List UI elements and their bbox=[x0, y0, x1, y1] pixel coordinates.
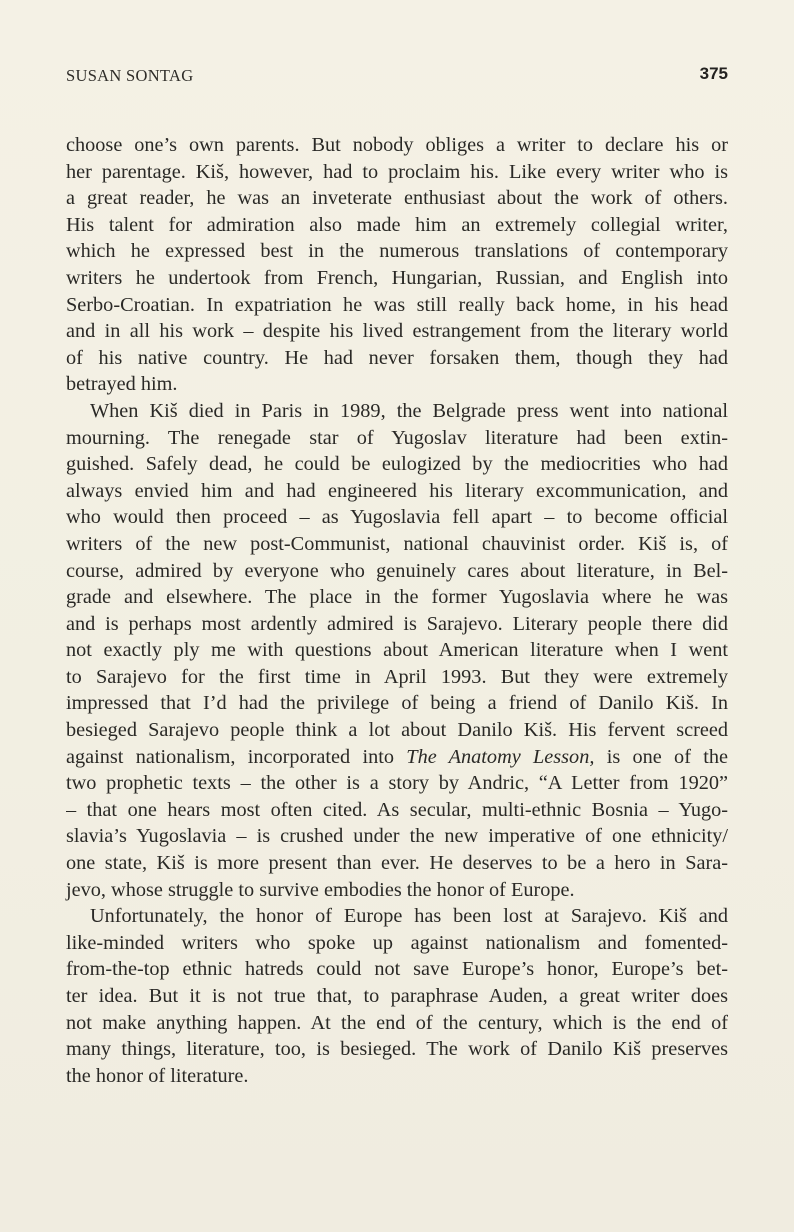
text-line: her parentage. Kiš, however, had to proclaim his. Like every writer who is bbox=[66, 160, 728, 183]
running-head bbox=[66, 64, 728, 86]
text-line: ter idea. But it is not true that, to paraphrase Auden, a great writer does bbox=[66, 985, 728, 1007]
text-line: one state, Kiš is more present than ever. He deserves to be a hero in Sara- bbox=[66, 852, 728, 875]
text-line: course, admired by everyone who genuinely cares about literature, in Bel- bbox=[66, 559, 728, 582]
text-line: impressed that I’d had the privilege of being a friend of Danilo Kiš. In bbox=[66, 692, 728, 715]
text-line: choose one’s own parents. But nobody obliges a writer to declare his or bbox=[66, 134, 728, 156]
text-line: When Kiš died in Paris in 1989, the Belgrade press went into national bbox=[90, 399, 728, 422]
text-line: a great reader, he was an inveterate enthusiast about the work of others. bbox=[66, 187, 728, 210]
text-line: mourning. The renegade star of Yugoslav literature had been extin- bbox=[66, 426, 728, 449]
text-line: the honor of literature. bbox=[66, 1064, 249, 1087]
text-line: many things, literature, too, is besieged. The work of Danilo Kiš preserves bbox=[66, 1038, 728, 1061]
text-line: – that one hears most often cited. As secular, multi-ethnic Bosnia – Yugo- bbox=[66, 798, 728, 821]
body-text bbox=[66, 132, 728, 1089]
text-line: His talent for admiration also made him an extremely collegial writer, bbox=[66, 213, 728, 236]
text-line: and is perhaps most ardently admired is Sarajevo. Literary people there did bbox=[66, 612, 728, 635]
text-line: which he expressed best in the numerous translations of contemporary bbox=[66, 240, 728, 263]
text-line: like-minded writers who spoke up against nationalism and fomented- bbox=[66, 931, 728, 954]
text-line: slavia’s Yugoslavia – is crushed under the new imperative of one ethnicity/ bbox=[66, 825, 728, 848]
running-head-author: SUSAN SONTAG bbox=[66, 66, 194, 85]
text-line: who would then proceed – as Yugoslavia fell apart – to become official bbox=[66, 506, 728, 529]
page-number: 375 bbox=[699, 64, 728, 83]
text-run: against nationalism, incorporated into bbox=[66, 745, 407, 768]
text-line: besieged Sarajevo people think a lot about Danilo Kiš. His fervent screed bbox=[66, 719, 728, 742]
text-line: betrayed him. bbox=[66, 373, 178, 396]
text-run: is one of the bbox=[594, 745, 728, 768]
text-line: grade and elsewhere. The place in the former Yugoslavia where he was bbox=[66, 586, 728, 609]
text-line: guished. Safely dead, he could be eulogized by the mediocrities who had bbox=[66, 453, 728, 476]
text-line: writers of the new post-Communist, national chauvinist order. Kiš is, of bbox=[66, 532, 728, 555]
text-line: jevo, whose struggle to survive embodies the honor of Europe. bbox=[66, 878, 575, 901]
text-line bbox=[66, 744, 728, 771]
text-line: not make anything happen. At the end of the century, which is the end of bbox=[66, 1011, 728, 1034]
text-line: from-the-top ethnic hatreds could not save Europe’s honor, Europe’s bet- bbox=[66, 958, 728, 981]
text-line: Unfortunately, the honor of Europe has been lost at Sarajevo. Kiš and bbox=[90, 905, 728, 928]
text-line: writers he undertook from French, Hungarian, Russian, and English into bbox=[66, 266, 728, 289]
text-line: Serbo-Croatian. In expatriation he was still really back home, in his head bbox=[66, 293, 728, 316]
book-title: The Anatomy Lesson, bbox=[406, 745, 595, 768]
text-line: of his native country. He had never forsaken them, though they had bbox=[66, 346, 728, 369]
text-line: always envied him and had engineered his literary excommunication, and bbox=[66, 479, 728, 502]
text-line: and in all his work – despite his lived estrangement from the literary world bbox=[66, 320, 728, 343]
text-line: not exactly ply me with questions about American literature when I went bbox=[66, 639, 728, 662]
text-line: two prophetic texts – the other is a story by Andric, “A Letter from 1920” bbox=[66, 772, 728, 795]
text-line: to Sarajevo for the first time in April 1993. But they were extremely bbox=[66, 665, 728, 688]
